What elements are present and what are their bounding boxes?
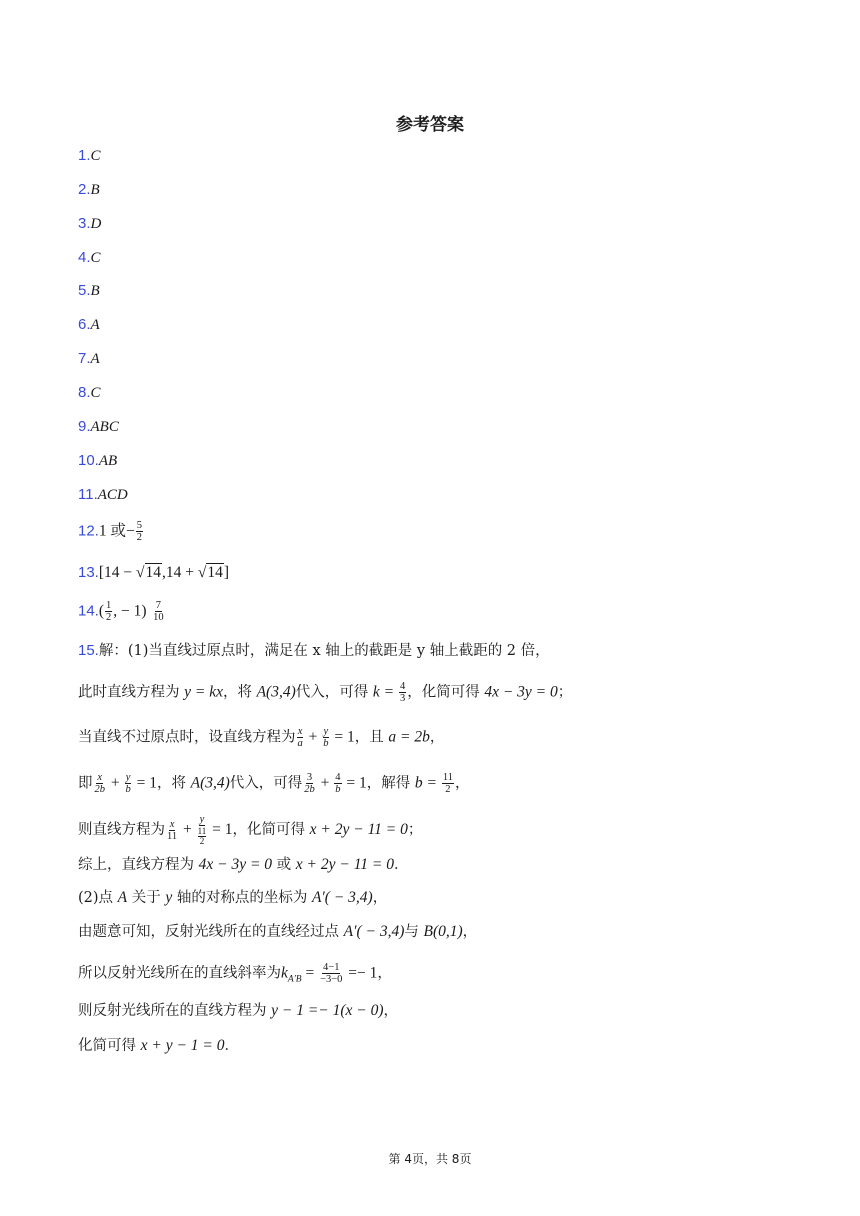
q15-line-10: 则反射光线所在的直线方程为 y − 1 =− 1(x − 0)， [78, 1002, 399, 1019]
q15-line-9: 所以反射光线所在的直线斜率为$k_{A'B}$ = $\frac{4-1}{-3-0}$ =− 1， [78, 962, 392, 985]
answer-item: 8.C [78, 384, 101, 401]
answer-item: 11.ACD [78, 486, 128, 503]
answer-item: 10.AB [78, 452, 118, 469]
q15-line-1: 15.解：(1)当直线过原点时，满足在 x 轴上的截距是 y 轴上截距的 2 倍， [78, 642, 550, 659]
answer-item: 1.C [78, 147, 101, 164]
q15-line-2: 此时直线方程为 y = kx，将 A(3,4)代入，可得 k = $\frac{4}{3}$ ，化简可得 4x − 3y = 0； [78, 681, 573, 704]
answer-item: 4.C [78, 249, 101, 266]
q15-line-4: 即 $\frac{x}{2b}$ + $\frac{y}{b}$ = 1，将 A(3,4)代入，可得 $\frac{3}{2b}$ + $\frac{4}{b}$ = 1，解得 b = $\frac{11}{2}$ ， [78, 772, 470, 795]
q15-line-5: 则直线方程为 $\frac{x}{11}$ + $\frac{y}{\frac{11}{2}}$ = 1，化简可得 x + 2y − 11 = 0； [78, 814, 423, 846]
page-title: 参考答案 [396, 115, 464, 135]
q15-line-11: 化简可得 x + y − 1 = 0． [78, 1037, 239, 1054]
answer-item: 3.D [78, 215, 102, 232]
answer-14: 14.( $\frac{1}{2}$ , − 1) $\frac{7}{10}$ [78, 600, 164, 623]
answer-item: 6.A [78, 316, 100, 333]
q15-line-3: 当直线不过原点时，设直线方程为 $\frac{x}{a}$ + $\frac{y}{b}$ = 1，且 a = 2b， [78, 726, 445, 749]
q15-line-7: (2)点 A 关于 y 轴的对称点的坐标为 A′( − 3,4)， [78, 889, 388, 906]
answer-12: 12.1 或− $\frac{5}{2}$ [78, 520, 142, 543]
answer-item: 5.B [78, 282, 100, 299]
q15-line-6: 综上，直线方程为 4x − 3y = 0 或 x + 2y − 11 = 0． [78, 856, 409, 873]
answer-item: 2.B [78, 181, 100, 198]
page-footer: 第 4页，共 8页 [388, 1152, 472, 1166]
answer-item: 9.ABC [78, 418, 119, 435]
q15-line-8: 由题意可知，反射光线所在的直线经过点 A′( − 3,4)与 B(0,1)， [78, 923, 478, 940]
answer-item: 7.A [78, 350, 100, 367]
answer-13: 13.[14 − √14,14 + √14] [78, 564, 230, 581]
